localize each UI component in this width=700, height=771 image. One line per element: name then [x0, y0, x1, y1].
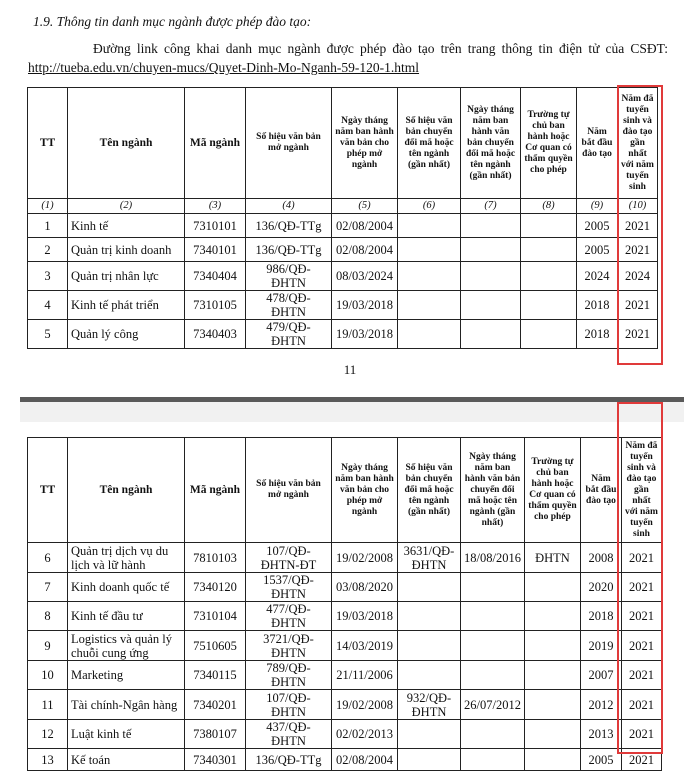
- cell-tt: 4: [28, 291, 68, 320]
- cell-tt: 6: [28, 543, 68, 573]
- cell-doc: 479/QĐ-ĐHTN: [246, 320, 332, 349]
- program-list-link[interactable]: http://tueba.edu.vn/chuyen-mucs/Quyet-Dinh-Mo-Nganh-59-120-1.html: [28, 60, 420, 75]
- cell-code: 7510605: [185, 631, 246, 661]
- cell-name: Quản trị dịch vụ du lịch và lữ hành: [68, 543, 185, 573]
- section-heading: 1.9. Thông tin danh mục ngành được phép đào tạo:: [33, 14, 312, 29]
- cell-conv-date: [461, 661, 525, 690]
- cell-authority: [524, 749, 580, 771]
- col-number: (7): [461, 199, 521, 214]
- cell-latest: 2021: [618, 214, 658, 238]
- intro-paragraph: [28, 39, 668, 77]
- cell-doc: 986/QĐ-ĐHTN: [246, 262, 332, 291]
- cell-start: 2005: [577, 238, 618, 262]
- table-row: [28, 602, 662, 631]
- col-header: Mã ngành: [185, 88, 246, 199]
- cell-start: 2018: [577, 320, 618, 349]
- cell-latest: 2021: [618, 320, 658, 349]
- cell-start: 2005: [577, 214, 618, 238]
- cell-date: 08/03/2024: [332, 262, 398, 291]
- cell-name: Marketing: [68, 661, 185, 690]
- table-row: [28, 573, 662, 602]
- program-table-page1: [27, 87, 658, 349]
- cell-code: 7340120: [185, 573, 246, 602]
- cell-doc: 136/QĐ-TTg: [246, 214, 332, 238]
- cell-conv-date: [461, 602, 525, 631]
- cell-code: 7340201: [185, 690, 246, 720]
- cell-conv-date: [461, 720, 525, 749]
- col-header: TT: [28, 438, 68, 543]
- cell-latest: 2021: [621, 573, 661, 602]
- cell-date: 19/03/2018: [332, 320, 398, 349]
- cell-conv-date: [461, 749, 525, 771]
- col-number: (6): [398, 199, 461, 214]
- cell-conv-doc: [398, 573, 461, 602]
- col-number: (2): [68, 199, 185, 214]
- col-header: Tên ngành: [68, 88, 185, 199]
- cell-date: 21/11/2006: [332, 661, 398, 690]
- table-row: [28, 749, 662, 771]
- cell-date: 19/02/2008: [332, 690, 398, 720]
- cell-authority: [524, 661, 580, 690]
- cell-doc: 478/QĐ- ĐHTN: [246, 291, 332, 320]
- cell-name: Kinh tế phát triển: [68, 291, 185, 320]
- cell-tt: 1: [28, 214, 68, 238]
- col-number: (9): [577, 199, 618, 214]
- cell-code: 7340301: [185, 749, 246, 771]
- col-header: Năm đã tuyển sinh và đào tạo gần nhất với năm tuyển sinh: [618, 88, 658, 199]
- cell-start: 2007: [580, 661, 621, 690]
- col-header: Số hiệu văn bản chuyển đổi mã hoặc tên ngành (gần nhất): [398, 88, 461, 199]
- table-row: [28, 690, 662, 720]
- col-header: Ngày tháng năm ban hành văn bản chuyển đổi mã hoặc tên ngành (gần nhất): [461, 88, 521, 199]
- cell-conv-date: [461, 320, 521, 349]
- cell-code: 7810103: [185, 543, 246, 573]
- cell-start: 2019: [580, 631, 621, 661]
- cell-date: 19/03/2018: [332, 602, 398, 631]
- cell-conv-doc: [398, 238, 461, 262]
- cell-name: Kinh tế đầu tư: [68, 602, 185, 631]
- cell-authority: [524, 631, 580, 661]
- col-header: Ngày tháng năm ban hành văn bản chuyển đổi mã hoặc tên ngành (gần nhất): [461, 438, 525, 543]
- cell-name: Tài chính-Ngân hàng: [68, 690, 185, 720]
- col-header: Số hiệu văn bản chuyển đổi mã hoặc tên ngành (gần nhất): [398, 438, 461, 543]
- cell-date: 02/08/2004: [332, 238, 398, 262]
- cell-tt: 2: [28, 238, 68, 262]
- cell-conv-date: 18/08/2016: [461, 543, 525, 573]
- cell-conv-date: [461, 631, 525, 661]
- table-header-row: [28, 88, 658, 199]
- intro-text: Đường link công khai danh mục ngành được phép đào tạo trên trang thông tin điện tử của CSĐT:: [93, 41, 668, 56]
- cell-tt: 9: [28, 631, 68, 661]
- cell-authority: [521, 238, 577, 262]
- cell-code: 7340101: [185, 238, 246, 262]
- cell-start: 2008: [580, 543, 621, 573]
- cell-doc: 437/QĐ-ĐHTN: [246, 720, 332, 749]
- table-header-row: [28, 438, 662, 543]
- col-header: Tên ngành: [68, 438, 185, 543]
- latest-year-column-highlight: [617, 402, 663, 754]
- col-header: Trường tự chủ ban hành hoặc Cơ quan có thẩm quyền cho phép: [524, 438, 580, 543]
- cell-latest: 2024: [618, 262, 658, 291]
- cell-conv-doc: [398, 749, 461, 771]
- cell-conv-doc: [398, 720, 461, 749]
- cell-authority: [524, 573, 580, 602]
- cell-code: 7380107: [185, 720, 246, 749]
- cell-date: 02/08/2004: [332, 749, 398, 771]
- col-header: Trường tự chủ ban hành hoặc Cơ quan có thẩm quyền cho phép: [521, 88, 577, 199]
- cell-doc: 3721/QĐ-ĐHTN: [246, 631, 332, 661]
- col-number: (5): [332, 199, 398, 214]
- cell-tt: 12: [28, 720, 68, 749]
- cell-start: 2024: [577, 262, 618, 291]
- cell-conv-date: [461, 214, 521, 238]
- cell-tt: 8: [28, 602, 68, 631]
- cell-conv-date: 26/07/2012: [461, 690, 525, 720]
- cell-name: Luật kinh tế: [68, 720, 185, 749]
- cell-start: 2018: [580, 602, 621, 631]
- table-row: [28, 661, 662, 690]
- cell-authority: [521, 214, 577, 238]
- cell-doc: 107/QĐ-ĐHTN-ĐT: [246, 543, 332, 573]
- col-header: Số hiệu văn bản mở ngành: [246, 88, 332, 199]
- cell-conv-date: [461, 238, 521, 262]
- cell-date: 02/02/2013: [332, 720, 398, 749]
- cell-start: 2005: [580, 749, 621, 771]
- cell-authority: [521, 291, 577, 320]
- col-number: (4): [246, 199, 332, 214]
- cell-doc: 107/QĐ-ĐHTN: [246, 690, 332, 720]
- cell-date: 03/08/2020: [332, 573, 398, 602]
- cell-tt: 7: [28, 573, 68, 602]
- table-row: [28, 291, 658, 320]
- col-header: Năm bắt đầu đào tạo: [580, 438, 621, 543]
- cell-latest: 2021: [621, 690, 661, 720]
- table-row: [28, 214, 658, 238]
- cell-conv-doc: [398, 291, 461, 320]
- cell-tt: 11: [28, 690, 68, 720]
- cell-name: Quản lý công: [68, 320, 185, 349]
- cell-start: 2018: [577, 291, 618, 320]
- cell-code: 7310104: [185, 602, 246, 631]
- cell-tt: 13: [28, 749, 68, 771]
- cell-authority: [524, 602, 580, 631]
- cell-date: 14/03/2019: [332, 631, 398, 661]
- cell-authority: [524, 720, 580, 749]
- cell-conv-doc: [398, 631, 461, 661]
- program-table-page2: [27, 437, 662, 771]
- cell-doc: 477/QĐ-ĐHTN: [246, 602, 332, 631]
- cell-conv-date: [461, 262, 521, 291]
- cell-authority: [524, 690, 580, 720]
- cell-name: Logistics và quản lý chuỗi cung ứng: [68, 631, 185, 661]
- cell-code: 7340404: [185, 262, 246, 291]
- cell-latest: 2021: [621, 720, 661, 749]
- col-header: Số hiệu văn bản mở ngành: [246, 438, 332, 543]
- table-row: [28, 631, 662, 661]
- cell-start: 2012: [580, 690, 621, 720]
- table-row: [28, 238, 658, 262]
- latest-year-column-highlight: [617, 85, 663, 365]
- cell-name: Kinh tế: [68, 214, 185, 238]
- cell-name: Kinh doanh quốc tế: [68, 573, 185, 602]
- cell-name: Quản trị nhân lực: [68, 262, 185, 291]
- cell-latest: 2021: [621, 543, 661, 573]
- cell-conv-doc: [398, 320, 461, 349]
- cell-start: 2020: [580, 573, 621, 602]
- cell-conv-doc: [398, 661, 461, 690]
- cell-conv-doc: 932/QĐ-ĐHTN: [398, 690, 461, 720]
- col-number: (10): [618, 199, 658, 214]
- cell-conv-doc: [398, 262, 461, 291]
- cell-doc: 136/QĐ-TTg: [246, 749, 332, 771]
- cell-date: 19/02/2008: [332, 543, 398, 573]
- cell-doc: 136/QĐ-TTg: [246, 238, 332, 262]
- cell-tt: 5: [28, 320, 68, 349]
- column-number-row: [28, 199, 658, 214]
- col-number: (3): [185, 199, 246, 214]
- cell-conv-date: [461, 573, 525, 602]
- cell-tt: 10: [28, 661, 68, 690]
- cell-date: 02/08/2004: [332, 214, 398, 238]
- page-number: 11: [343, 362, 357, 377]
- cell-latest: 2021: [621, 631, 661, 661]
- col-number: (8): [521, 199, 577, 214]
- col-number: (1): [28, 199, 68, 214]
- cell-start: 2013: [580, 720, 621, 749]
- cell-latest: 2021: [621, 749, 661, 771]
- page-top-shade: [20, 402, 684, 422]
- cell-conv-date: [461, 291, 521, 320]
- cell-latest: 2021: [621, 602, 661, 631]
- cell-conv-doc: [398, 214, 461, 238]
- cell-latest: 2021: [618, 238, 658, 262]
- table-row: [28, 320, 658, 349]
- cell-code: 7340403: [185, 320, 246, 349]
- cell-latest: 2021: [618, 291, 658, 320]
- col-header: TT: [28, 88, 68, 199]
- table-row: [28, 262, 658, 291]
- cell-authority: [521, 262, 577, 291]
- cell-name: Quản trị kinh doanh: [68, 238, 185, 262]
- cell-code: 7310105: [185, 291, 246, 320]
- cell-doc: 1537/QĐ-ĐHTN: [246, 573, 332, 602]
- cell-latest: 2021: [621, 661, 661, 690]
- table-row: [28, 720, 662, 749]
- cell-doc: 789/QĐ-ĐHTN: [246, 661, 332, 690]
- col-header: Mã ngành: [185, 438, 246, 543]
- table-row: [28, 543, 662, 573]
- col-header: Ngày tháng năm ban hành văn bản cho phép mở ngành: [332, 88, 398, 199]
- cell-authority: ĐHTN: [524, 543, 580, 573]
- cell-name: Kế toán: [68, 749, 185, 771]
- cell-code: 7310101: [185, 214, 246, 238]
- cell-conv-doc: [398, 602, 461, 631]
- cell-code: 7340115: [185, 661, 246, 690]
- col-header: Năm đã tuyển sinh và đào tạo gần nhất với năm tuyển sinh: [621, 438, 661, 543]
- col-header: Ngày tháng năm ban hành văn bản cho phép mở ngành: [332, 438, 398, 543]
- col-header: Năm bắt đầu đào tạo: [577, 88, 618, 199]
- cell-conv-doc: 3631/QĐ-ĐHTN: [398, 543, 461, 573]
- cell-tt: 3: [28, 262, 68, 291]
- cell-authority: [521, 320, 577, 349]
- cell-date: 19/03/2018: [332, 291, 398, 320]
